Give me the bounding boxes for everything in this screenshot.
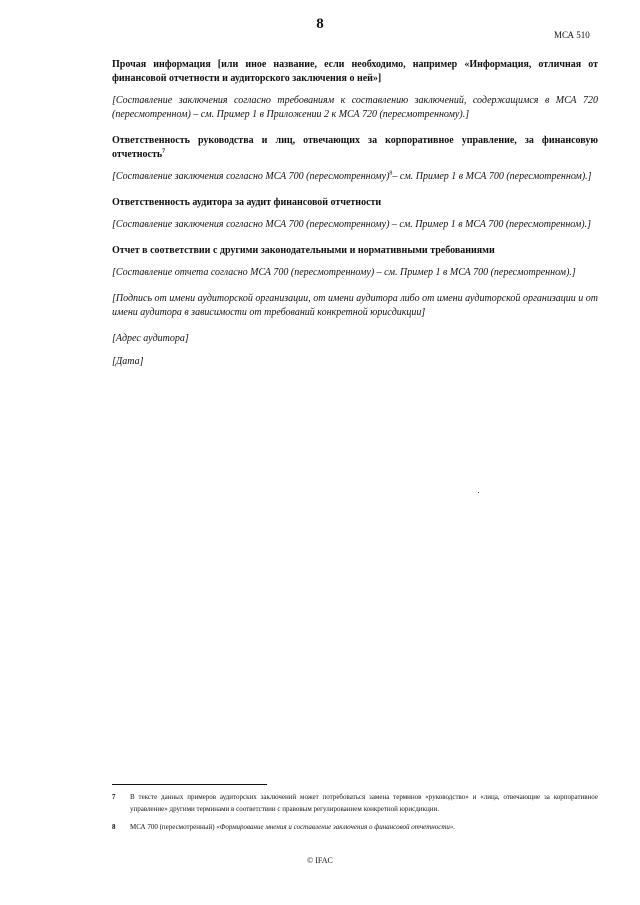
section-body-other-information: [Составление заключения согласно требованиям к составлению заключений, содержащимся в МСА 720 (пересмотренном) – см. Пример 1 в Приложении 2 к МСА 720 (пересмотренному).] — [112, 95, 598, 120]
heading-text: Ответственность руководства и лиц, отвечающих за корпоративное управление, за финансовую отчетность — [112, 135, 598, 160]
footnote-standard-ref: МСА 700 (пересмотренный) — [130, 823, 217, 831]
copyright: © IFAC — [307, 856, 333, 865]
section-heading-management-responsibility — [112, 134, 598, 162]
footnote-mark: 8 — [112, 823, 116, 831]
auditor-address-placeholder: [Адрес аудитора] — [112, 333, 189, 344]
scan-speck — [478, 492, 479, 493]
page-number: 8 — [316, 16, 324, 32]
footnote-text — [130, 821, 598, 833]
footnote-7 — [112, 791, 598, 815]
section-heading-other-information: Прочая информация [или иное название, если необходимо, например «Информация, отличная от финансовой отчетности и аудиторского заключения о ней»] — [112, 59, 598, 84]
footnote-8 — [112, 821, 598, 833]
footnote-ref-7[interactable]: 7 — [162, 148, 166, 155]
footnote-ref-8[interactable]: 8 — [389, 170, 393, 177]
section-heading-other-requirements: Отчет в соответствии с другими законодательными и нормативными требованиями — [112, 245, 495, 256]
footnotes — [112, 784, 598, 839]
footnote-mark: 7 — [112, 793, 116, 801]
section-heading-auditor-responsibility: Ответственность аудитора за аудит финансовой отчетности — [112, 197, 382, 208]
section-body-other-requirements: [Составление отчета согласно МСА 700 (пересмотренному) – см. Пример 1 в МСА 700 (пересмотренном).] — [112, 267, 576, 278]
document-code: МСА 510 — [554, 30, 590, 40]
footnote-standard-title: «Формирование мнения и составление заключения о финансовой отчетности». — [216, 823, 456, 831]
section-body-management-responsibility — [112, 170, 598, 184]
date-placeholder: [Дата] — [112, 356, 144, 367]
section-body-auditor-responsibility: [Составление заключения согласно МСА 700 (пересмотренному) – см. Пример 1 в МСА 700 (пересмотренном).] — [112, 219, 592, 230]
body-text-part: [Составление заключения согласно МСА 700 (пересмотренному) — [112, 171, 390, 182]
signature-placeholder: [Подпись от имени аудиторской организации, от имени аудитора либо от имени аудиторской организации и от имени аудитора в зависимости от требований конкретной юрисдикции] — [112, 293, 598, 318]
document-body — [112, 58, 598, 378]
footnote-divider — [112, 784, 267, 785]
body-text-part: – см. Пример 1 в МСА 700 (пересмотренном).] — [392, 171, 592, 182]
footnote-text: В тексте данных примеров аудиторских заключений может потребоваться замена терминов «руководство» и «лица, отвечающие за корпоративное управление» другими терминами в соответствии с правовым регулированием конкретной юрисдикции. — [130, 793, 598, 813]
